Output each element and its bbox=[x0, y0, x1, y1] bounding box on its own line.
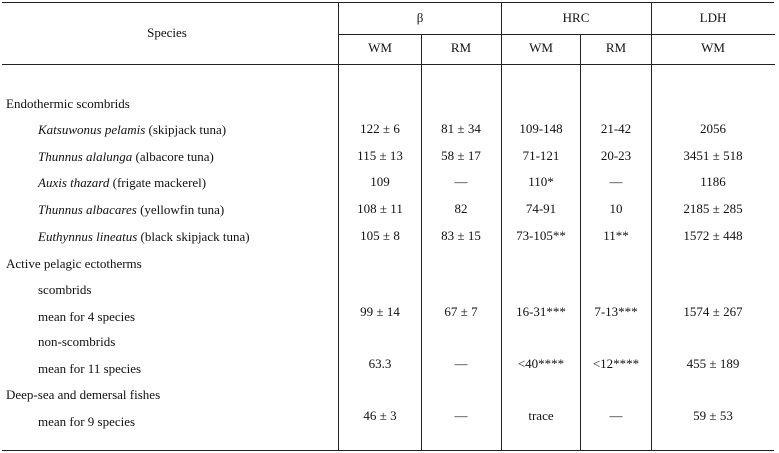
header-beta: β bbox=[416, 10, 424, 25]
ldh-wm-value: 1186 bbox=[700, 174, 726, 189]
header-beta-wm: WM bbox=[368, 40, 392, 55]
beta-rm-value: — bbox=[454, 408, 468, 423]
column-divider bbox=[421, 34, 422, 450]
beta-rm-value: — bbox=[454, 356, 468, 371]
beta-rm-value: — bbox=[454, 174, 468, 189]
species-name bbox=[38, 175, 206, 191]
group-label: Deep-sea and demersal fishes bbox=[6, 387, 161, 402]
subgroup-label: scombrids bbox=[38, 282, 92, 297]
ldh-wm-value: 59 ± 53 bbox=[693, 408, 733, 423]
beta-wm-value: 105 ± 8 bbox=[360, 228, 400, 243]
hrc-wm-value: 16-31*** bbox=[516, 304, 566, 319]
ldh-wm-value: 2056 bbox=[700, 121, 726, 136]
ldh-wm-value: 1572 ± 448 bbox=[683, 228, 743, 243]
species-common: (albacore tuna) bbox=[132, 149, 214, 164]
hrc-wm-value: <40**** bbox=[517, 356, 565, 371]
hrc-rm-value: <12**** bbox=[592, 356, 640, 371]
header-subrule bbox=[338, 34, 775, 35]
hrc-wm-value: 71-121 bbox=[522, 148, 560, 163]
header-ldh-wm: WM bbox=[701, 40, 725, 55]
column-divider bbox=[651, 3, 652, 450]
ldh-wm-value: 2185 ± 285 bbox=[683, 201, 743, 216]
header-ldh: LDH bbox=[699, 10, 727, 25]
species-latin: Katsuwonus pelamis bbox=[38, 122, 146, 137]
header-beta-rm: RM bbox=[450, 40, 472, 55]
species-name bbox=[38, 229, 250, 245]
species-common: (black skipjack tuna) bbox=[137, 229, 250, 244]
header-hrc: HRC bbox=[562, 10, 590, 25]
group-label: Endothermic scombrids bbox=[6, 96, 130, 111]
beta-rm-value: 67 ± 7 bbox=[444, 304, 478, 319]
header-hrc-wm: WM bbox=[529, 40, 553, 55]
mean-label: mean for 4 species bbox=[38, 309, 136, 324]
hrc-rm-value: 20-23 bbox=[600, 148, 632, 163]
beta-wm-value: 63.3 bbox=[368, 356, 392, 371]
hrc-wm-value: 110* bbox=[528, 174, 554, 189]
species-latin: Auxis thazard bbox=[38, 175, 110, 190]
hrc-rm-value: 21-42 bbox=[600, 121, 632, 136]
hrc-rm-value: 11** bbox=[603, 228, 629, 243]
group-label: Active pelagic ectotherms bbox=[6, 256, 142, 271]
hrc-wm-value: 109-148 bbox=[519, 121, 563, 136]
beta-wm-value: 115 ± 13 bbox=[357, 148, 403, 163]
hrc-wm-value: 74-91 bbox=[525, 201, 557, 216]
ldh-wm-value: 455 ± 189 bbox=[686, 356, 740, 371]
species-latin: Thunnus alalunga bbox=[38, 149, 133, 164]
header-species: Species bbox=[147, 25, 187, 40]
header-hrc-rm: RM bbox=[605, 40, 627, 55]
hrc-rm-value: — bbox=[609, 174, 623, 189]
beta-rm-value: 83 ± 15 bbox=[441, 228, 481, 243]
header-bottom-rule bbox=[2, 64, 775, 65]
species-name bbox=[38, 149, 214, 165]
hrc-wm-value: trace bbox=[528, 408, 554, 423]
beta-wm-value: 122 ± 6 bbox=[360, 121, 400, 136]
ldh-wm-value: 3451 ± 518 bbox=[683, 148, 743, 163]
species-enzyme-table bbox=[2, 2, 774, 451]
species-latin: Thunnus albacares bbox=[38, 202, 137, 217]
hrc-rm-value: 10 bbox=[609, 201, 623, 216]
subgroup-label: non-scombrids bbox=[38, 334, 116, 349]
mean-label: mean for 11 species bbox=[38, 361, 142, 376]
species-common: (frigate mackerel) bbox=[109, 175, 207, 190]
hrc-wm-value: 73-105** bbox=[516, 228, 566, 243]
species-common: (yellowfin tuna) bbox=[136, 202, 225, 217]
species-name bbox=[38, 202, 224, 218]
beta-wm-value: 108 ± 11 bbox=[357, 201, 403, 216]
beta-rm-value: 81 ± 34 bbox=[441, 121, 481, 136]
column-divider bbox=[580, 34, 581, 450]
column-divider bbox=[338, 3, 339, 450]
mean-label: mean for 9 species bbox=[38, 414, 136, 429]
species-name bbox=[38, 122, 226, 138]
species-latin: Euthynnus lineatus bbox=[38, 229, 138, 244]
column-divider bbox=[501, 3, 502, 450]
hrc-rm-value: 7-13*** bbox=[594, 304, 638, 319]
beta-rm-value: 58 ± 17 bbox=[441, 148, 481, 163]
beta-wm-value: 109 bbox=[370, 174, 390, 189]
beta-rm-value: 82 bbox=[454, 201, 468, 216]
hrc-rm-value: — bbox=[609, 408, 623, 423]
beta-wm-value: 99 ± 14 bbox=[360, 304, 400, 319]
ldh-wm-value: 1574 ± 267 bbox=[683, 304, 743, 319]
species-common: (skipjack tuna) bbox=[145, 122, 227, 137]
beta-wm-value: 46 ± 3 bbox=[363, 408, 397, 423]
